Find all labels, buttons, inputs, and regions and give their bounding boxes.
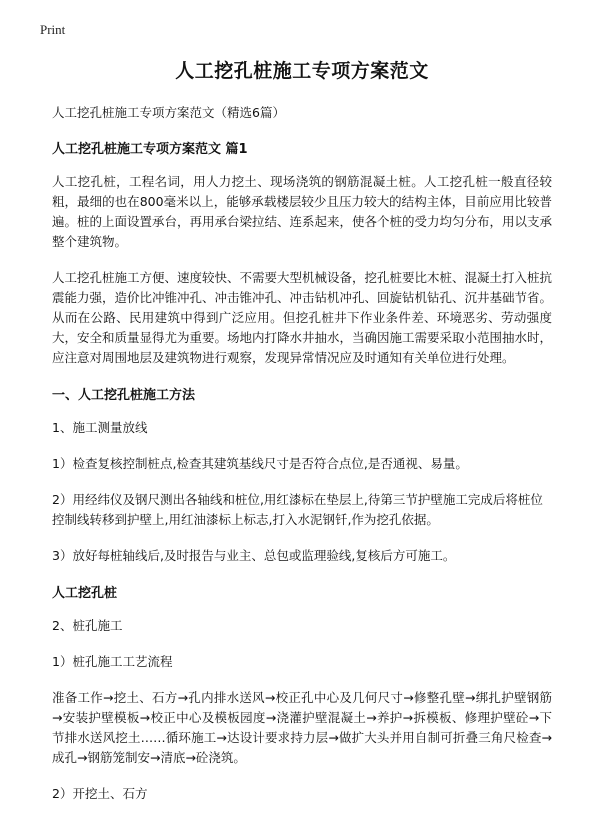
survey-step-1: 1）检查复核控制桩点,检查其建筑基线尺寸是否符合点位,是否通视、易量。 (52, 456, 468, 471)
document-subtitle: 人工挖孔桩施工专项方案范文（精选6篇） (52, 105, 285, 120)
survey-step-2: 2）用经纬仪及钢尺测出各轴线和桩位,用红漆标在垫层上,待第三节护壁施工完成后将桩位控制线转移到护壁上,用红油漆标上标志,打入水泥钢钎,作为挖孔依据。 (52, 492, 543, 527)
method-heading: 一、人工挖孔桩施工方法 (52, 388, 196, 403)
process-heading: 1）桩孔施工工艺流程 (52, 654, 173, 669)
intro-paragraph-2: 人工挖孔桩施工方便、速度较快、不需要大型机械设备，挖孔桩要比木桩、混凝土打入桩抗震能力强，造价比冲锥冲孔、冲击锥冲孔、冲击钻机冲孔、回旋钻机钻孔、沉井基础节省。从而在公路、民用建筑中得到广泛应用。但挖孔桩井下作业条件差、环境恶劣、劳动强度大，安全和质量显得尤为重要。场地内打降水井抽水，当确因施工需要采取小范围抽水时，应注意对周围地层及建筑物进行观察，发现异常情况应及时通知有关单位进行处理。 (52, 270, 553, 365)
survey-heading: 1、施工测量放线 (52, 420, 148, 435)
document-title: 人工挖孔桩施工专项方案范文 (175, 60, 429, 82)
document-body (52, 56, 552, 820)
excavation-heading: 2）开挖土、石方 (52, 786, 148, 801)
intro-paragraph-1: 人工挖孔桩，工程名词，用人力挖土、现场浇筑的钢筋混凝土桩。人工挖孔桩一般直径较粗，最细的也在800毫米以上，能够承载楼层较少且压力较大的结构主体，目前应用比较普遍。桩的上面设置承台，再用承台梁拉结、连系起来，使各个桩的受力均匀分布，用以支承整个建筑物。 (52, 174, 553, 249)
pile-construction-heading: 2、桩孔施工 (52, 618, 123, 633)
part-heading: 人工挖孔桩施工专项方案范文 篇1 (52, 142, 248, 157)
survey-step-3: 3）放好每桩轴线后,及时报告与业主、总包或监理验线,复核后方可施工。 (52, 548, 456, 563)
print-link[interactable]: Print (40, 22, 66, 37)
pile-heading: 人工挖孔桩 (52, 586, 118, 601)
process-flow: 准备工作→挖土、石方→孔内排水送风→校正孔中心及几何尺寸→修整孔壁→绑扎护壁钢筋→安装护壁模板→校正中心及模板园度→浇灌护壁混凝土→养护→拆模板、修理护壁砼→下节排水送风挖土……循环施工→达设计要求持力层→做扩大头并用自制可折叠三角尺检查→成孔→钢筋笼制安→清底→砼浇筑。 (52, 690, 552, 765)
